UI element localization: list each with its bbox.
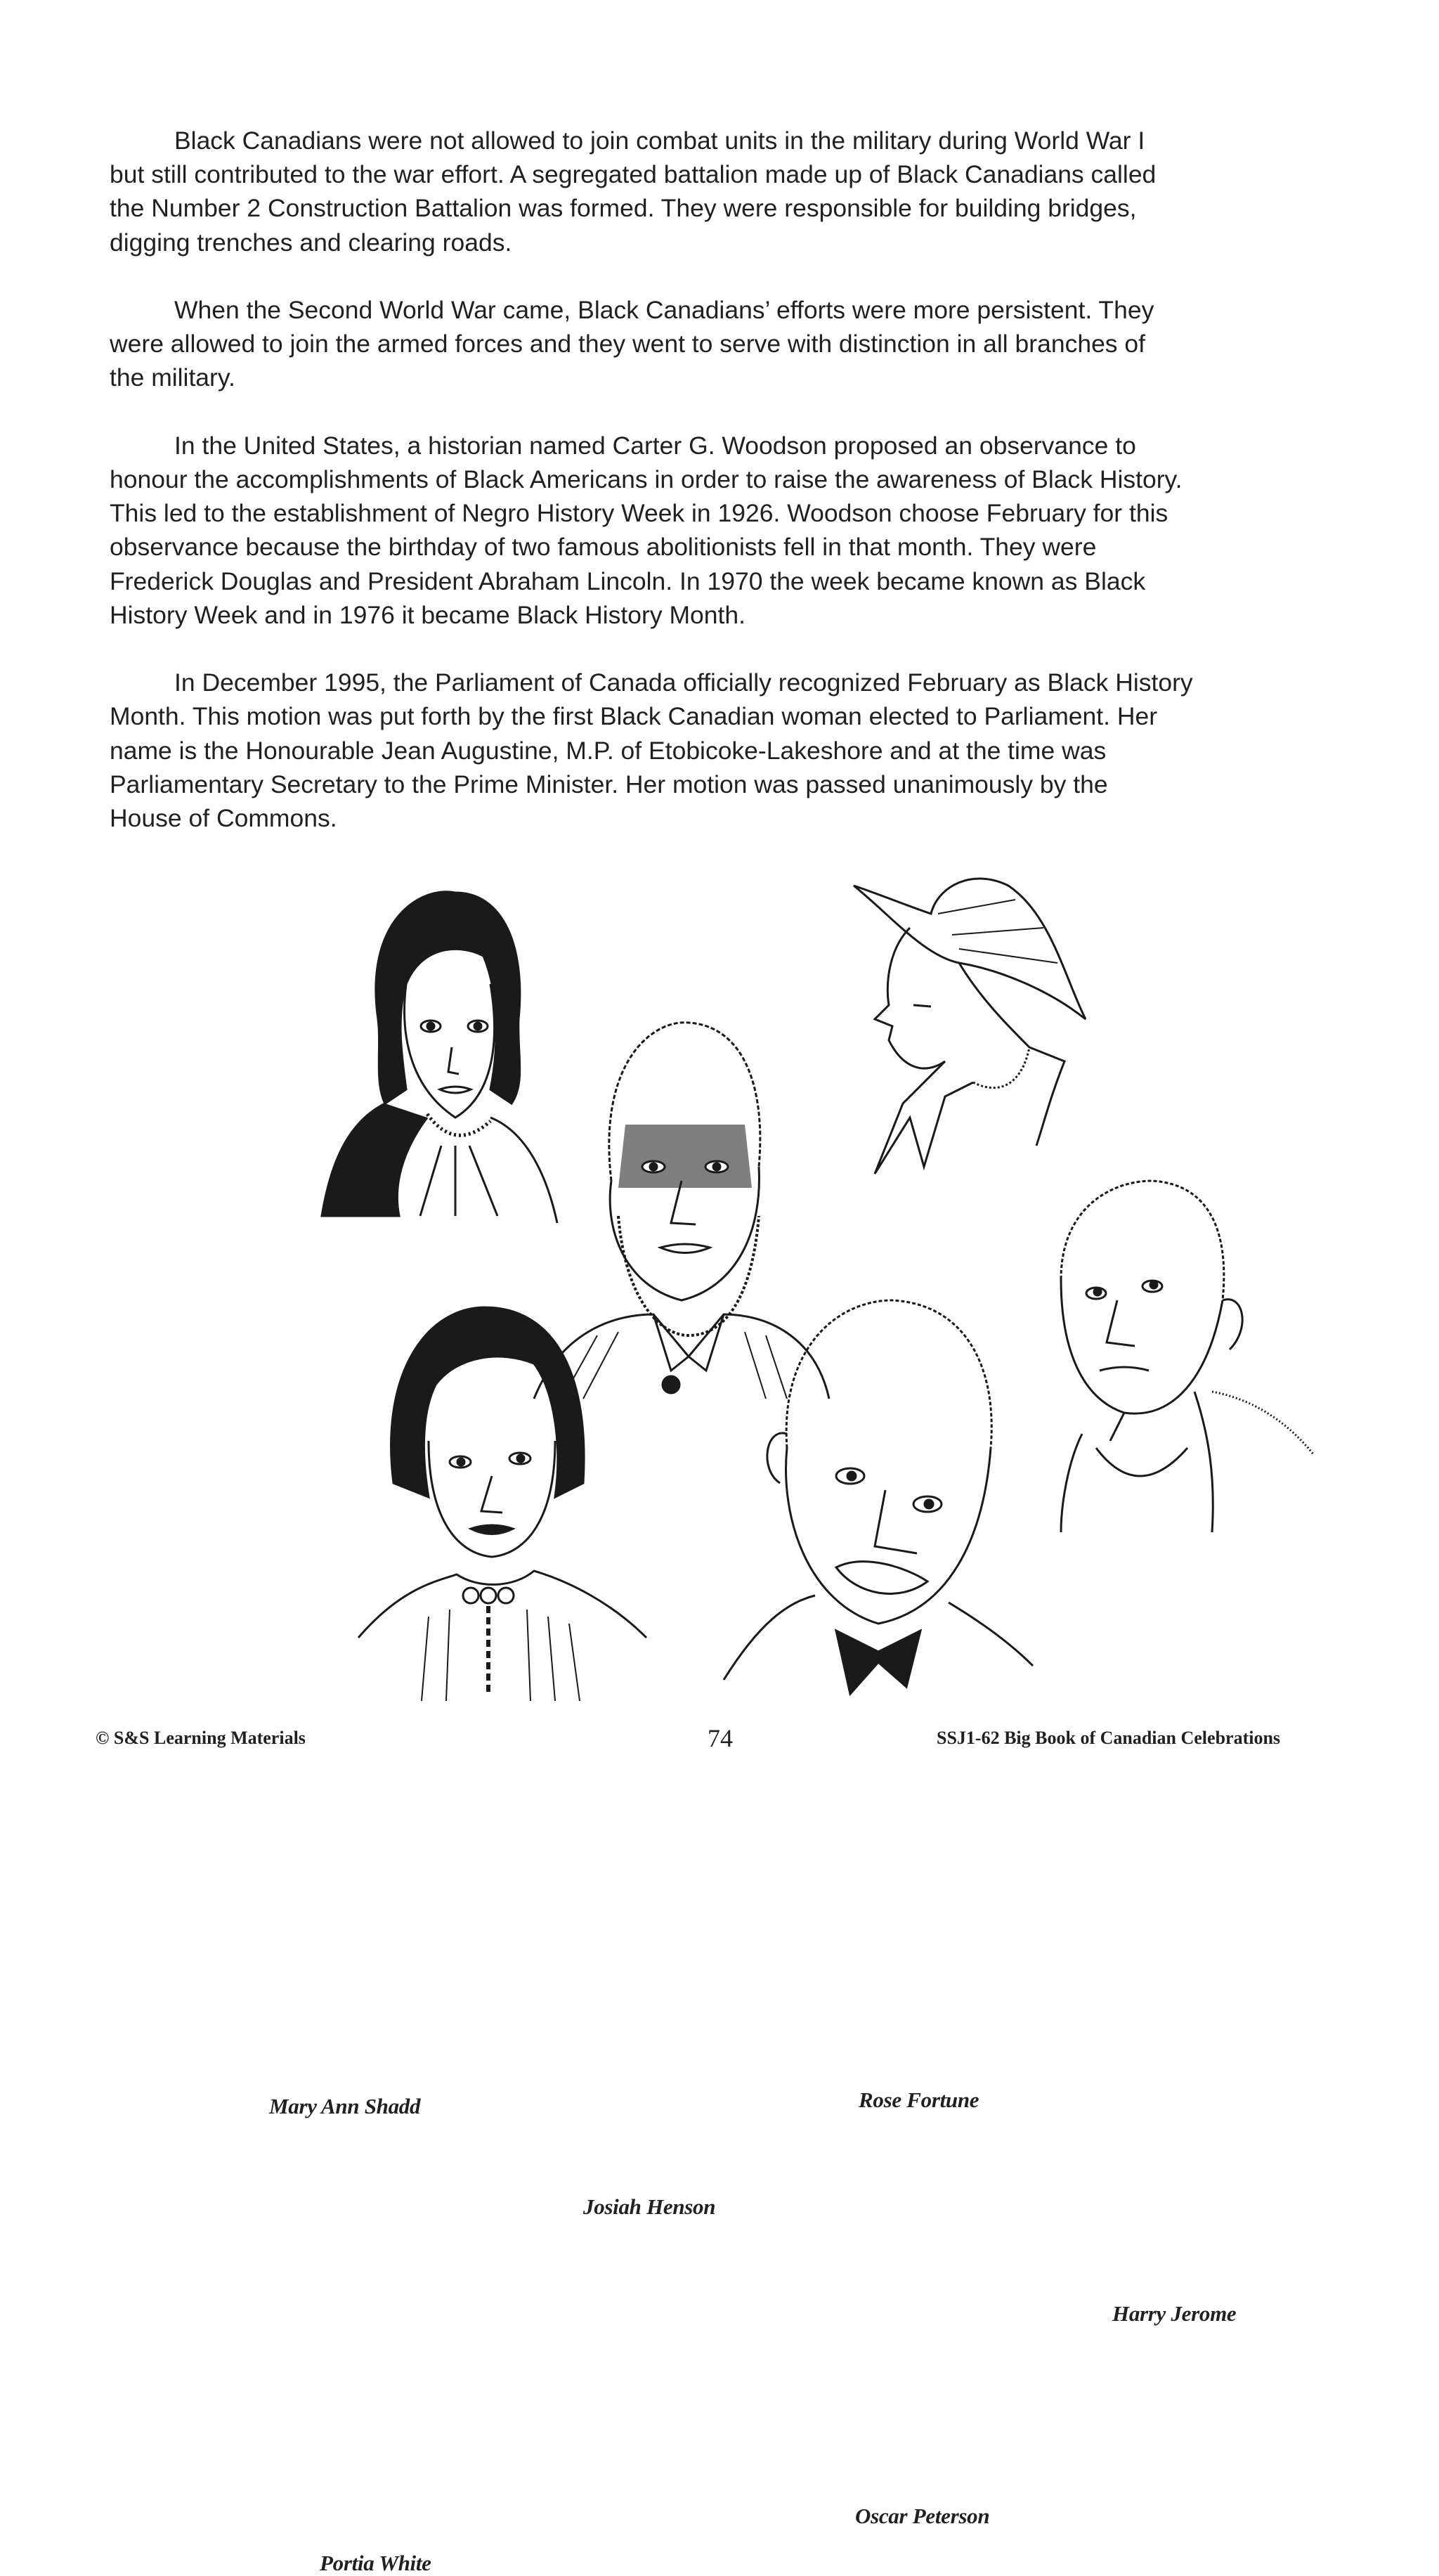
paragraph-woodson (110, 429, 1325, 632)
caption-harry-jerome: Harry Jerome (1112, 2301, 1237, 2326)
text-line: the military. (110, 363, 235, 392)
text-line: House of Commons. (110, 804, 337, 833)
caption-rose-fortune: Rose Fortune (859, 2088, 979, 2112)
paragraph-parliament (110, 666, 1325, 835)
text-line: In December 1995, the Parliament of Canada officially recognized February as Black History (174, 668, 1193, 697)
text-line: were allowed to join the armed forces and they went to serve with distinction in all branches of (110, 330, 1146, 358)
portrait-athlete-icon (1019, 1167, 1321, 1560)
text-line: honour the accomplishments of Black Americans in order to raise the awareness of Black History. (110, 465, 1183, 493)
text-line: the Number 2 Construction Battalion was formed. They were responsible for building bridges, (110, 194, 1137, 223)
text-line: History Week and in 1976 it became Black History Month. (110, 600, 745, 629)
text-line: Month. This motion was put forth by the first Black Canadian woman elected to Parliament. Her (110, 702, 1158, 731)
body-text (110, 124, 1325, 869)
text-line: In the United States, a historian named Carter G. Woodson proposed an observance to (174, 431, 1136, 460)
text-line: digging trenches and clearing roads. (110, 228, 512, 257)
text-line: but still contributed to the war effort. A segregated battalion made up of Black Canadians called (110, 160, 1157, 189)
footer-book-title: SSJ1-62 Big Book of Canadian Celebrations (937, 1728, 1281, 1748)
text-line: When the Second World War came, Black Canadians’ efforts were more persistent. They (174, 296, 1154, 324)
text-line: name is the Honourable Jean Augustine, M.P. of Etobicoke-Lakeshore and at the time was (110, 736, 1107, 765)
portrait-woman-hat-profile-icon (847, 872, 1100, 1195)
text-line: This led to the establishment of Negro History Week in 1926. Woodson choose February for this (110, 499, 1168, 528)
portrait-man-bowtie-icon (717, 1272, 1040, 1722)
text-line: Frederick Douglas and President Abraham Lincoln. In 1970 the week became known as Black (110, 567, 1146, 595)
footer-copyright: © S&S Learning Materials (96, 1728, 306, 1748)
portrait-woman-buttons-icon (344, 1286, 653, 1708)
page-footer (0, 1723, 1439, 1759)
caption-mary-ann-shadd: Mary Ann Shadd (269, 2094, 421, 2118)
paragraph-second-world-war (110, 293, 1325, 395)
caption-josiah-henson: Josiah Henson (583, 2194, 716, 2219)
text-line: observance because the birthday of two famous abolitionists fell in that month. They were (110, 533, 1097, 562)
paragraph-world-wars (110, 124, 1325, 259)
text-line: Parliamentary Secretary to the Prime Minister. Her motion was passed unanimously by the (110, 770, 1108, 798)
caption-oscar-peterson: Oscar Peterson (855, 2504, 990, 2528)
page-number: 74 (708, 1724, 733, 1752)
caption-portia-white: Portia White (320, 2551, 431, 2575)
text-line: Black Canadians were not allowed to join combat units in the military during World War I (174, 127, 1145, 155)
